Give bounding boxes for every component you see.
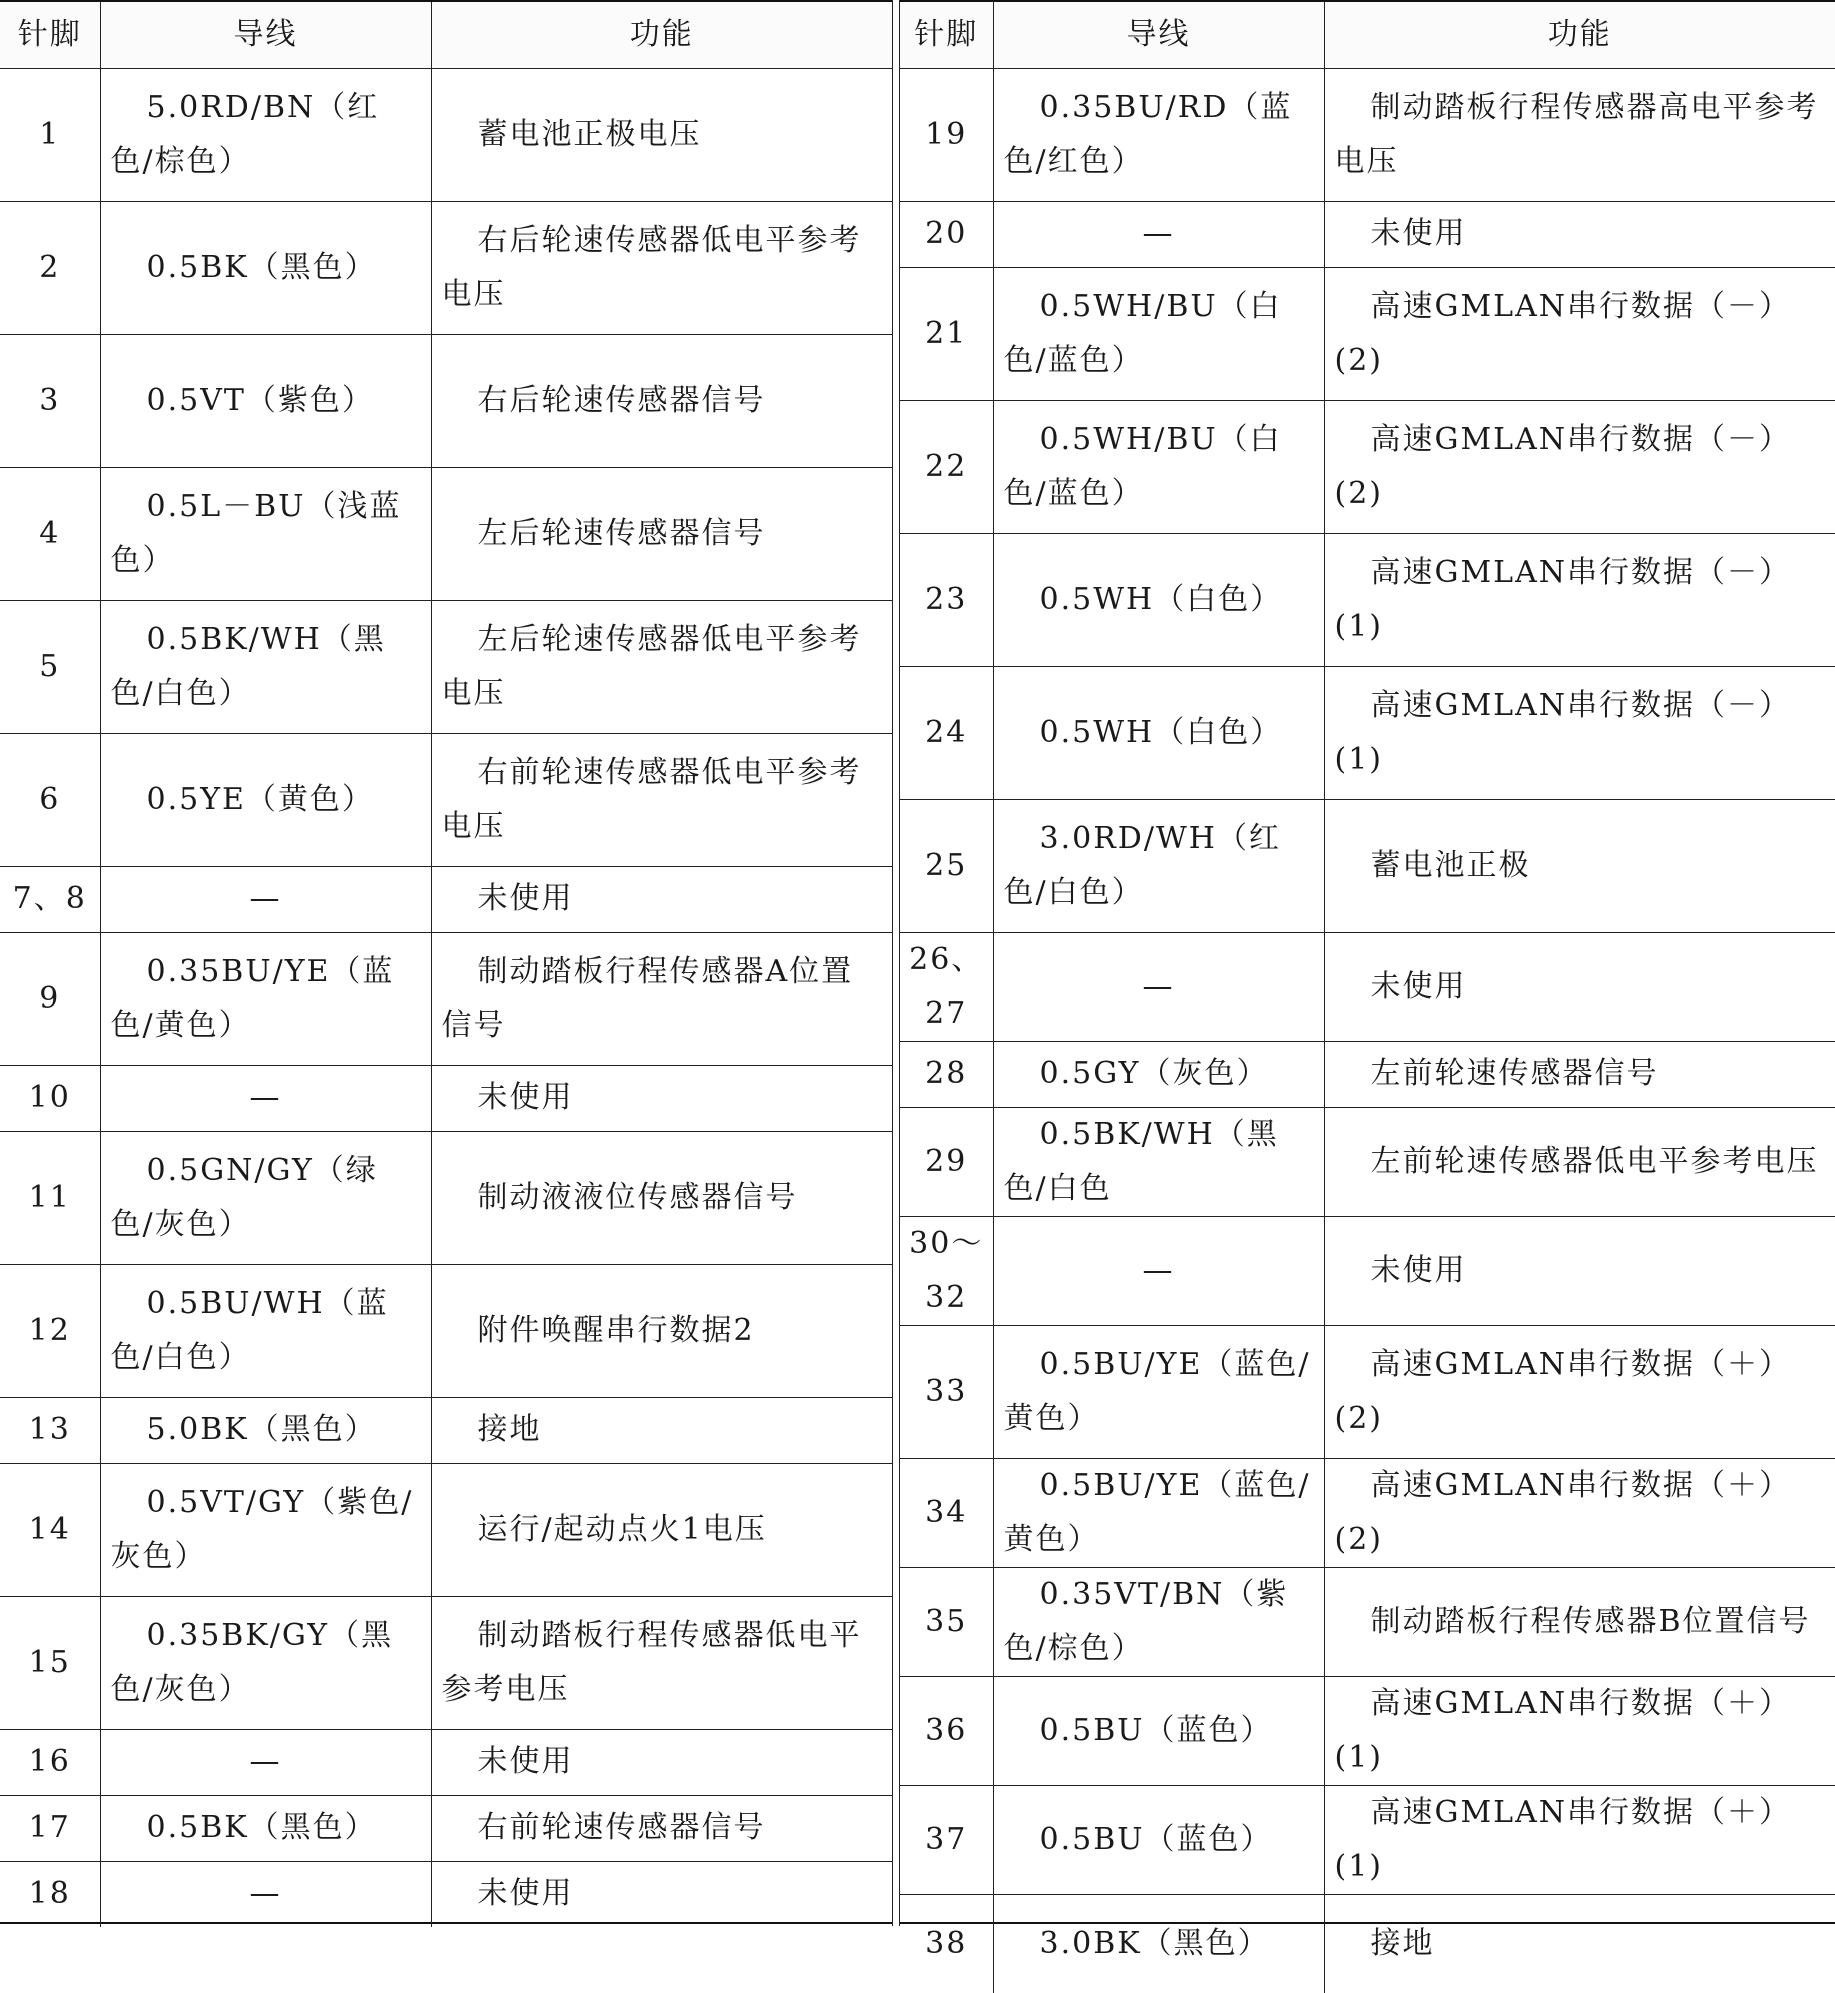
function-cell: 右前轮速传感器信号 <box>431 1795 892 1861</box>
pin-cell: 23 <box>900 533 993 666</box>
function-cell: 接地 <box>1324 1894 1835 1993</box>
pin-cell: 2 <box>0 201 100 334</box>
table-row <box>0 334 892 467</box>
pin-cell: 25 <box>900 799 993 932</box>
pin-cell: 29 <box>900 1107 993 1216</box>
pin-cell: 36 <box>900 1676 993 1785</box>
function-cell: 蓄电池正极电压 <box>431 68 892 201</box>
function-cell: 高速GMLAN串行数据（－）(2) <box>1324 400 1835 533</box>
wire-header: 导线 <box>993 2 1324 68</box>
wire-cell: 0.5BK（黑色） <box>100 1795 431 1861</box>
function-cell: 右前轮速传感器低电平参考电压 <box>431 733 892 866</box>
function-header: 功能 <box>1324 2 1835 68</box>
pin-cell: 34 <box>900 1458 993 1567</box>
function-cell: 高速GMLAN串行数据（－）(1) <box>1324 533 1835 666</box>
pinout-table-right <box>900 2 1835 1993</box>
table-row <box>900 1785 1835 1894</box>
wire-cell: 0.5BK/WH（黑色/白色） <box>100 600 431 733</box>
table-row <box>0 932 892 1065</box>
pin-cell: 38 <box>900 1894 993 1993</box>
pin-header: 针脚 <box>0 2 100 68</box>
function-cell: 高速GMLAN串行数据（＋）(1) <box>1324 1785 1835 1894</box>
wire-cell: 0.5VT/GY（紫色/灰色） <box>100 1463 431 1596</box>
wire-cell: 0.5L－BU（浅蓝色） <box>100 467 431 600</box>
table-row <box>0 866 892 932</box>
table-row <box>900 1676 1835 1785</box>
pin-cell: 24 <box>900 666 993 799</box>
wire-cell: 0.35VT/BN（紫色/棕色） <box>993 1567 1324 1676</box>
table-row <box>0 68 892 201</box>
wire-cell: 3.0BK（黑色） <box>993 1894 1324 1993</box>
pin-cell: 12 <box>0 1264 100 1397</box>
pin-cell: 3 <box>0 334 100 467</box>
pin-cell: 28 <box>900 1041 993 1107</box>
table-row <box>900 799 1835 932</box>
function-cell: 未使用 <box>431 1065 892 1131</box>
table-row <box>900 1325 1835 1458</box>
wire-cell: 0.5BK（黑色） <box>100 201 431 334</box>
table-row <box>0 1065 892 1131</box>
function-cell: 未使用 <box>1324 201 1835 267</box>
wire-cell: 5.0BK（黑色） <box>100 1397 431 1463</box>
wire-header: 导线 <box>100 2 431 68</box>
function-cell: 制动踏板行程传感器A位置信号 <box>431 932 892 1065</box>
wire-cell: — <box>100 1065 431 1131</box>
function-cell: 左前轮速传感器信号 <box>1324 1041 1835 1107</box>
function-cell: 高速GMLAN串行数据（－）(2) <box>1324 267 1835 400</box>
function-cell: 未使用 <box>431 866 892 932</box>
wire-cell: 0.5BU（蓝色） <box>993 1676 1324 1785</box>
table-row <box>900 1567 1835 1676</box>
function-cell: 高速GMLAN串行数据（－）(1) <box>1324 666 1835 799</box>
function-cell: 附件唤醒串行数据2 <box>431 1264 892 1397</box>
table-row <box>900 68 1835 201</box>
wire-cell: 0.5BU/YE（蓝色/黄色） <box>993 1458 1324 1567</box>
pin-cell: 30～32 <box>900 1216 993 1325</box>
pin-header: 针脚 <box>900 2 993 68</box>
pin-cell: 22 <box>900 400 993 533</box>
function-cell: 未使用 <box>1324 1216 1835 1325</box>
function-cell: 高速GMLAN串行数据（＋）(1) <box>1324 1676 1835 1785</box>
wire-cell: 0.5VT（紫色） <box>100 334 431 467</box>
pin-cell: 16 <box>0 1729 100 1795</box>
function-cell: 左后轮速传感器低电平参考电压 <box>431 600 892 733</box>
table-row <box>0 1131 892 1264</box>
table-row <box>0 201 892 334</box>
table-row <box>0 467 892 600</box>
pin-cell: 4 <box>0 467 100 600</box>
function-cell: 高速GMLAN串行数据（＋）(2) <box>1324 1325 1835 1458</box>
pin-cell: 26、27 <box>900 932 993 1041</box>
table-divider <box>892 0 900 1926</box>
table-row <box>900 267 1835 400</box>
wire-cell: — <box>100 1729 431 1795</box>
wire-cell: 0.5BU（蓝色） <box>993 1785 1324 1894</box>
table-row <box>900 201 1835 267</box>
wire-cell: 0.5WH/BU（白色/蓝色） <box>993 267 1324 400</box>
wire-cell: 0.35BU/RD（蓝色/红色） <box>993 68 1324 201</box>
table-row <box>0 1596 892 1729</box>
table-row <box>900 666 1835 799</box>
function-cell: 制动踏板行程传感器B位置信号 <box>1324 1567 1835 1676</box>
function-cell: 未使用 <box>431 1729 892 1795</box>
function-cell: 未使用 <box>1324 932 1835 1041</box>
pinout-table-left <box>0 2 892 1927</box>
pin-cell: 11 <box>0 1131 100 1264</box>
pin-cell: 18 <box>0 1861 100 1927</box>
wire-cell: 0.5GN/GY（绿色/灰色） <box>100 1131 431 1264</box>
wire-cell: — <box>100 866 431 932</box>
table-row <box>900 932 1835 1041</box>
function-cell: 左后轮速传感器信号 <box>431 467 892 600</box>
table-row <box>0 1795 892 1861</box>
function-cell: 右后轮速传感器低电平参考电压 <box>431 201 892 334</box>
pin-cell: 21 <box>900 267 993 400</box>
function-cell: 运行/起动点火1电压 <box>431 1463 892 1596</box>
wire-cell: 0.5BU/YE（蓝色/黄色） <box>993 1325 1324 1458</box>
function-cell: 左前轮速传感器低电平参考电压 <box>1324 1107 1835 1216</box>
table-row <box>0 1397 892 1463</box>
table-row <box>900 1216 1835 1325</box>
pin-cell: 6 <box>0 733 100 866</box>
pin-cell: 37 <box>900 1785 993 1894</box>
wire-cell: 0.5WH（白色） <box>993 666 1324 799</box>
wire-cell: 0.5GY（灰色） <box>993 1041 1324 1107</box>
function-cell: 高速GMLAN串行数据（＋）(2) <box>1324 1458 1835 1567</box>
wire-cell: 5.0RD/BN（红色/棕色） <box>100 68 431 201</box>
pin-cell: 5 <box>0 600 100 733</box>
wire-cell: 0.5YE（黄色） <box>100 733 431 866</box>
function-cell: 制动踏板行程传感器高电平参考电压 <box>1324 68 1835 201</box>
function-cell: 右后轮速传感器信号 <box>431 334 892 467</box>
pin-cell: 10 <box>0 1065 100 1131</box>
function-header: 功能 <box>431 2 892 68</box>
table-row <box>0 733 892 866</box>
pin-cell: 20 <box>900 201 993 267</box>
wire-cell: 0.5BU/WH（蓝色/白色） <box>100 1264 431 1397</box>
wire-cell: 0.5WH（白色） <box>993 533 1324 666</box>
left-table-panel <box>0 0 892 1924</box>
table-row <box>0 1264 892 1397</box>
pin-cell: 9 <box>0 932 100 1065</box>
header-row <box>0 2 892 68</box>
pin-cell: 33 <box>900 1325 993 1458</box>
pin-cell: 1 <box>0 68 100 201</box>
header-row <box>900 2 1835 68</box>
wire-cell: 0.35BK/GY（黑色/灰色） <box>100 1596 431 1729</box>
table-row <box>900 1894 1835 1993</box>
table-row <box>900 1041 1835 1107</box>
table-row <box>900 1458 1835 1567</box>
function-cell: 接地 <box>431 1397 892 1463</box>
table-row <box>900 533 1835 666</box>
table-row <box>900 400 1835 533</box>
function-cell: 制动液液位传感器信号 <box>431 1131 892 1264</box>
function-cell: 蓄电池正极 <box>1324 799 1835 932</box>
table-row <box>0 1729 892 1795</box>
table-row <box>0 600 892 733</box>
table-row <box>900 1107 1835 1216</box>
function-cell: 制动踏板行程传感器低电平参考电压 <box>431 1596 892 1729</box>
wire-cell: 0.35BU/YE（蓝色/黄色） <box>100 932 431 1065</box>
pin-cell: 13 <box>0 1397 100 1463</box>
function-cell: 未使用 <box>431 1861 892 1927</box>
pin-cell: 15 <box>0 1596 100 1729</box>
right-table-panel <box>900 0 1835 1961</box>
pin-cell: 35 <box>900 1567 993 1676</box>
pin-cell: 14 <box>0 1463 100 1596</box>
wire-cell: — <box>993 1216 1324 1325</box>
wire-cell: 0.5BK/WH（黑色/白色 <box>993 1107 1324 1216</box>
pin-cell: 19 <box>900 68 993 201</box>
pin-cell: 17 <box>0 1795 100 1861</box>
wire-cell: 3.0RD/WH（红色/白色） <box>993 799 1324 932</box>
table-row <box>0 1861 892 1927</box>
wire-cell: — <box>993 201 1324 267</box>
wire-cell: — <box>993 932 1324 1041</box>
pin-cell: 7、8 <box>0 866 100 932</box>
wire-cell: 0.5WH/BU（白色/蓝色） <box>993 400 1324 533</box>
wire-cell: — <box>100 1861 431 1927</box>
table-row <box>0 1463 892 1596</box>
